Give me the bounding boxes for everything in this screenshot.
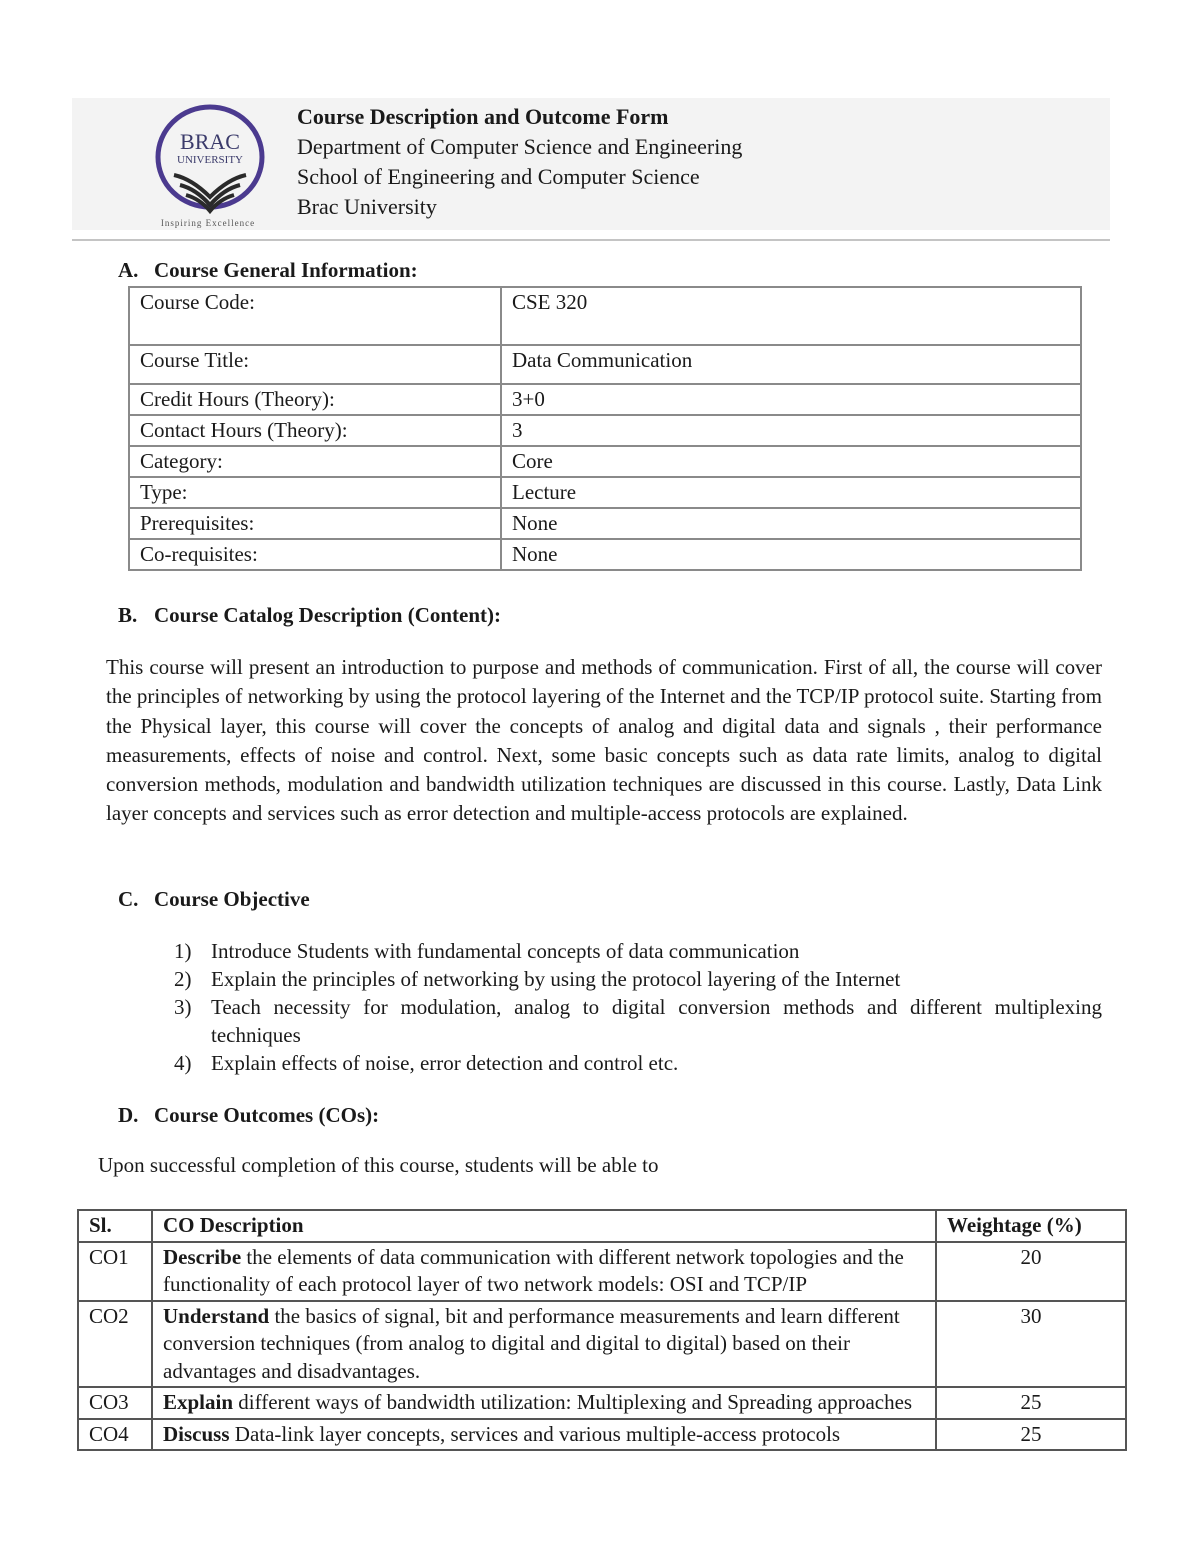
- info-key: Category:: [129, 446, 501, 477]
- table-row: [78, 1387, 1126, 1419]
- info-value: None: [501, 508, 1081, 539]
- table-row: [129, 345, 1081, 384]
- objective-number: 2): [174, 967, 192, 991]
- section-d-title: Course Outcomes (COs):: [154, 1103, 380, 1127]
- table-row: [129, 477, 1081, 508]
- info-key: Course Code:: [129, 287, 501, 345]
- info-value: 3+0: [501, 384, 1081, 415]
- list-item: [174, 965, 1102, 993]
- course-info-table: [128, 286, 1082, 571]
- list-item: [174, 993, 1102, 1049]
- section-d-letter: D.: [118, 1103, 139, 1127]
- outcomes-intro: Upon successful completion of this course, students will be able to: [98, 1153, 659, 1177]
- header-text: [297, 102, 742, 222]
- section-b-letter: B.: [118, 603, 138, 627]
- co-text: different ways of bandwidth utilization: Multiplexing and Spreading approaches: [233, 1390, 913, 1414]
- table-row: [129, 384, 1081, 415]
- objective-number: 1): [174, 939, 192, 963]
- info-value: Data Communication: [501, 345, 1081, 384]
- header-divider: [72, 239, 1110, 241]
- info-value: Core: [501, 446, 1081, 477]
- co-description: [152, 1387, 936, 1419]
- co-weight: 25: [936, 1419, 1126, 1451]
- section-a-letter: A.: [118, 258, 139, 282]
- form-title: Course Description and Outcome Form: [297, 104, 669, 129]
- co-description: [152, 1301, 936, 1388]
- info-value: Lecture: [501, 477, 1081, 508]
- info-key: Credit Hours (Theory):: [129, 384, 501, 415]
- co-verb: Explain: [163, 1390, 234, 1414]
- list-item: [174, 1049, 1102, 1077]
- co-verb: Discuss: [163, 1421, 230, 1446]
- table-row: [129, 508, 1081, 539]
- section-b-heading: [118, 603, 501, 628]
- school-name: School of Engineering and Computer Science: [297, 164, 700, 189]
- catalog-description: This course will present an introduction to purpose and methods of communication. First of all, the course will cover the principles of networking by using the protocol layering of the Internet and the TCP/IP protocol suite. Starting from the Physical layer, this course will cover the concepts of analog and digital data and signals , their performance measurements, effects of noise and control. Next, some basic concepts such as data rate limits, analog to digital conversion methods, modulation and bandwidth utilization techniques are discussed in this course. Lastly, Data Link layer concepts and services such as error detection and multiple-access protocols are explained.: [106, 655, 1102, 826]
- table-row: [78, 1242, 1126, 1301]
- university-name: Brac University: [297, 194, 437, 219]
- section-c-heading: [118, 887, 310, 912]
- list-item: [174, 937, 1102, 965]
- logo-text-brac: BRAC: [180, 129, 240, 154]
- logo-tagline: Inspiring Excellence: [160, 218, 256, 228]
- info-value: CSE 320: [501, 287, 1081, 345]
- table-row: [78, 1419, 1126, 1451]
- info-key: Course Title:: [129, 345, 501, 384]
- co-id: CO2: [78, 1301, 152, 1388]
- logo-text-university: UNIVERSITY: [177, 154, 243, 166]
- co-verb: Understand: [163, 1303, 270, 1328]
- table-row: [129, 287, 1081, 345]
- section-b-title: Course Catalog Description (Content):: [154, 603, 502, 627]
- brac-university-logo: [134, 101, 284, 231]
- info-key: Prerequisites:: [129, 508, 501, 539]
- table-row: [129, 446, 1081, 477]
- co-weight: 30: [936, 1301, 1126, 1388]
- co-id: CO3: [78, 1387, 152, 1419]
- table-header-row: [78, 1210, 1126, 1242]
- column-header-weightage: Weightage (%): [936, 1210, 1126, 1242]
- co-weight: 20: [936, 1242, 1126, 1301]
- objective-text: Introduce Students with fundamental concepts of data communication: [211, 939, 800, 963]
- co-description: [152, 1242, 936, 1301]
- objective-number: 4): [174, 1051, 192, 1075]
- co-id: CO1: [78, 1242, 152, 1301]
- course-outcomes-table: [77, 1209, 1127, 1451]
- section-a-heading: [118, 258, 418, 283]
- info-value: 3: [501, 415, 1081, 446]
- table-row: [78, 1301, 1126, 1388]
- table-row: [129, 415, 1081, 446]
- co-id: CO4: [78, 1419, 152, 1451]
- column-header-description: CO Description: [152, 1210, 936, 1242]
- objective-number: 3): [174, 995, 192, 1019]
- objective-text: Explain effects of noise, error detection and control etc.: [211, 1051, 679, 1075]
- co-text: the basics of signal, bit and performance measurements and learn different conversion techniques (from analog to digital and digital to digital) based on their advantages and disadvantages.: [163, 1303, 900, 1383]
- section-c-title: Course Objective: [154, 887, 310, 911]
- department-name: Department of Computer Science and Engineering: [297, 134, 743, 159]
- objective-text: Explain the principles of networking by using the protocol layering of the Internet: [211, 967, 901, 991]
- section-a-title: Course General Information:: [154, 258, 418, 282]
- co-description: [152, 1419, 936, 1451]
- co-text: Data-link layer concepts, services and various multiple-access protocols: [229, 1421, 841, 1446]
- info-value: None: [501, 539, 1081, 570]
- co-text: the elements of data communication with different network topologies and the functionality of each protocol layer of two network models: OSI and TCP/IP: [163, 1244, 904, 1296]
- info-key: Co-requisites:: [129, 539, 501, 570]
- info-key: Contact Hours (Theory):: [129, 415, 501, 446]
- objective-list: [174, 937, 1102, 1077]
- section-c-letter: C.: [118, 887, 139, 911]
- objective-text: Teach necessity for modulation, analog to digital conversion methods and different multiplexing techniques: [211, 995, 1102, 1047]
- section-d-heading: [118, 1103, 379, 1128]
- co-weight: 25: [936, 1387, 1126, 1419]
- info-key: Type:: [129, 477, 501, 508]
- table-row: [129, 539, 1081, 570]
- column-header-sl: Sl.: [78, 1210, 152, 1242]
- co-verb: Describe: [163, 1244, 242, 1269]
